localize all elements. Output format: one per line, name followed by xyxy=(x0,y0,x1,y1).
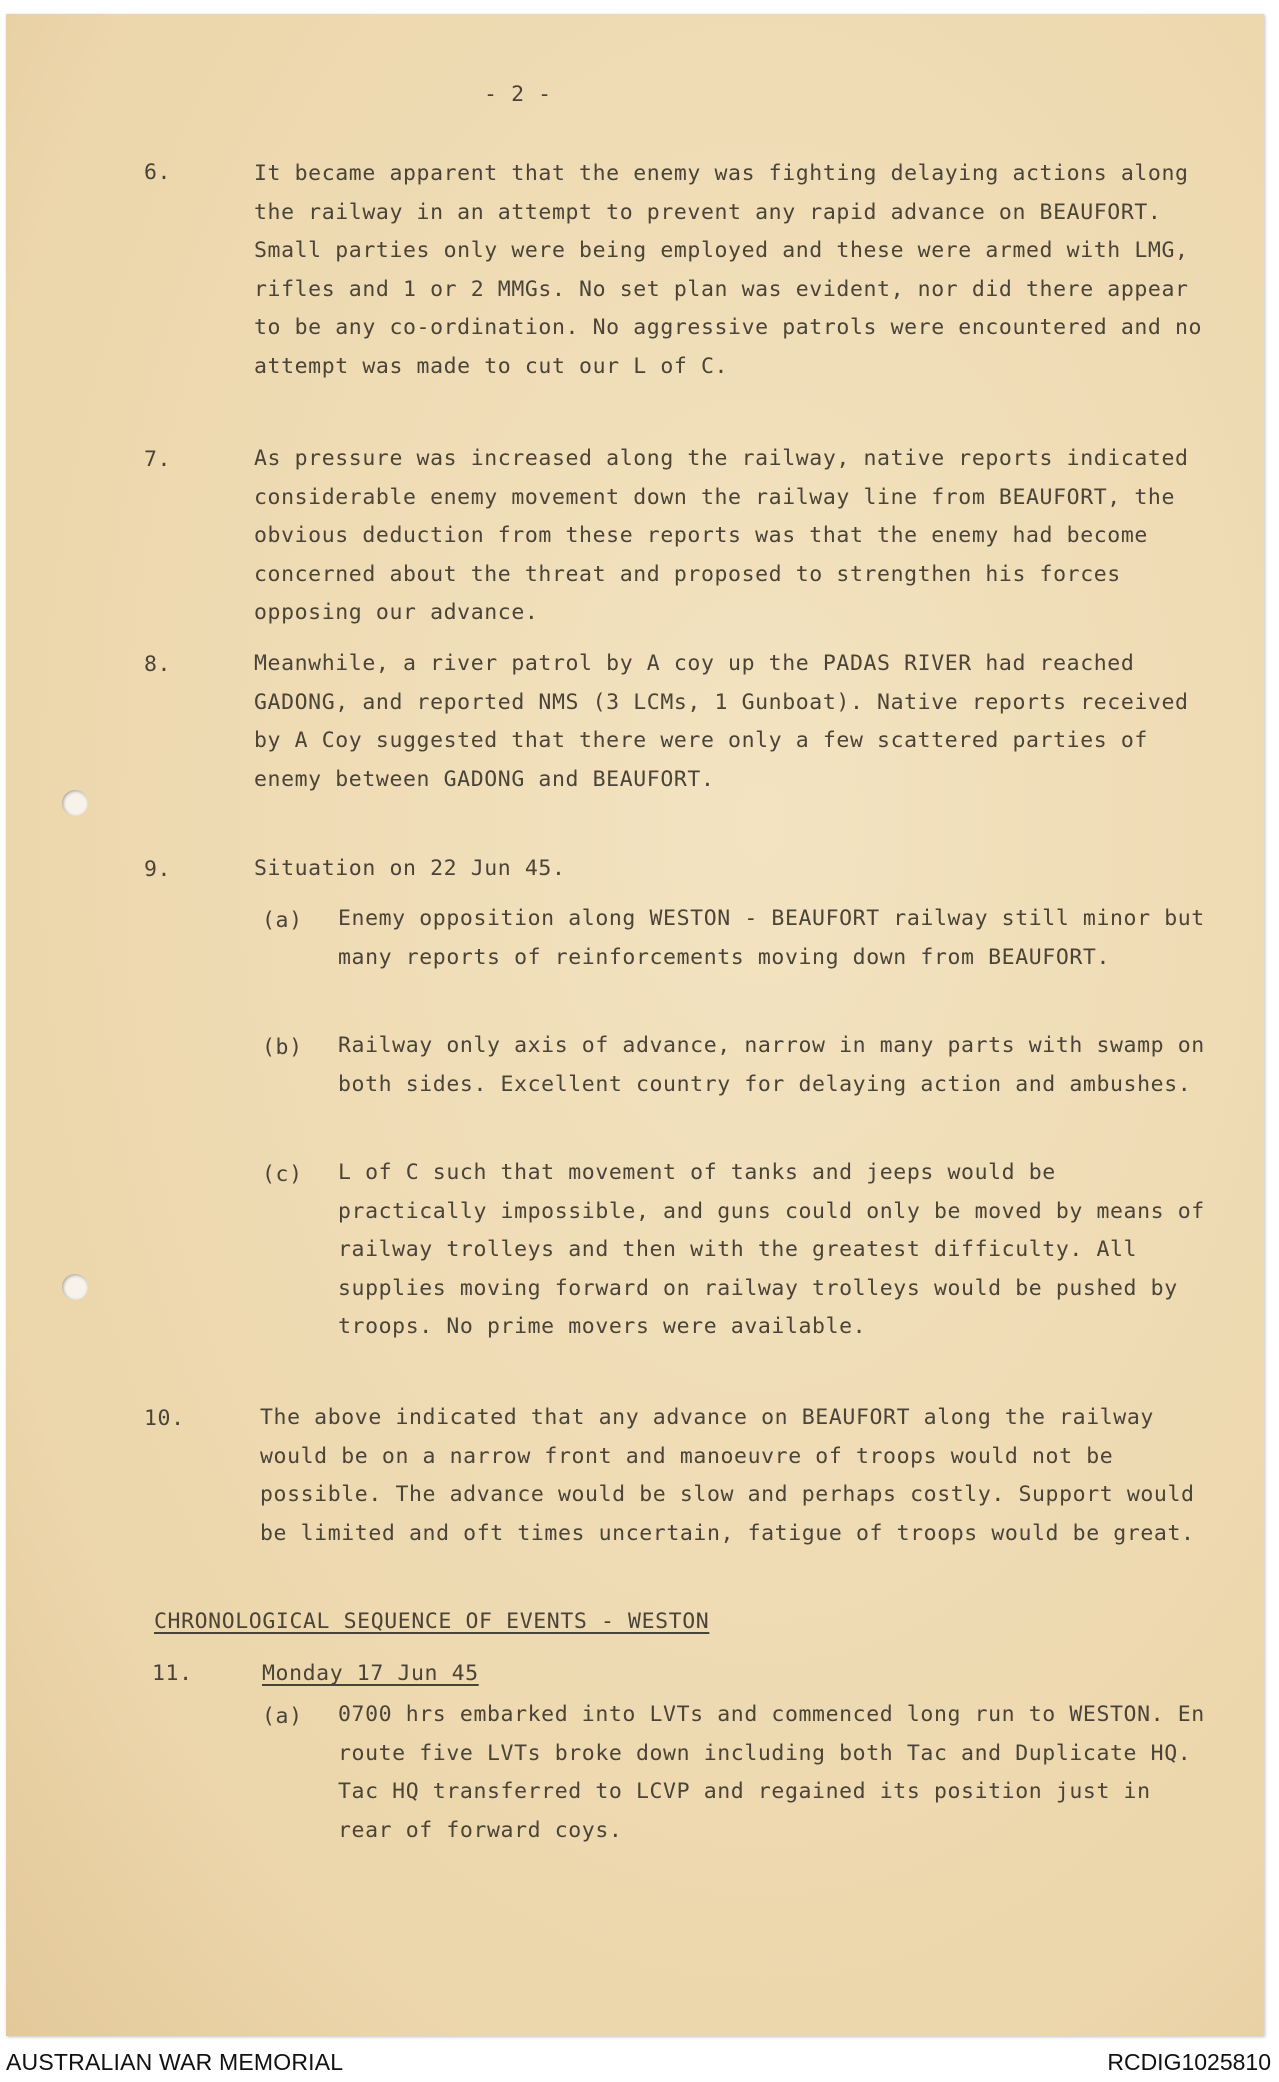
page-number: - 2 - xyxy=(484,82,552,107)
item-text: Enemy opposition along WESTON - BEAUFORT railway still minor but many reports of reinforcements moving down from BEAUFORT. xyxy=(338,906,1205,970)
item-label: (c) xyxy=(262,1162,303,1187)
paragraph-text: Situation on 22 Jun 45. xyxy=(254,856,566,881)
paragraph-number: 11. xyxy=(152,1661,193,1686)
paragraph-number: 6. xyxy=(144,160,172,185)
item-text: 0700 hrs embarked into LVTs and commenced long run to WESTON. En route five LVTs broke down including both Tac and Duplicate HQ. Tac HQ transferred to LCVP and regained its position just in rear of forward coys. xyxy=(338,1702,1205,1843)
item-label: (a) xyxy=(262,1704,303,1729)
paragraph-text: As pressure was increased along the railway, native reports indicated considerable enemy movement down the railway line from BEAUFORT, the obvious deduction from these reports was that the enemy had become concerned about the threat and proposed to strengthen his forces opposing our advance. xyxy=(254,446,1189,626)
archive-reference: RCDIG1025810 xyxy=(1107,2049,1271,2075)
paragraph-text: The above indicated that any advance on BEAUFORT along the railway would be on a narrow front and manoeuvre of troops would not be possible. The advance would be slow and perhaps costly. Support would be limited and oft times uncertain, fatigue of troops would be great. xyxy=(260,1405,1195,1546)
item-text: L of C such that movement of tanks and jeeps would be practically impossible, and guns could only be moved by means of railway trolleys and then with the greatest difficulty. All supplies moving forward on railway trolleys would be pushed by troops. No prime movers were available. xyxy=(338,1160,1205,1340)
item-label: (a) xyxy=(262,908,303,933)
item-text: Railway only axis of advance, narrow in many parts with swamp on both sides. Excellent country for delaying action and ambushes. xyxy=(338,1033,1205,1097)
paragraph-number: 10. xyxy=(144,1406,185,1431)
archive-credit: AUSTRALIAN WAR MEMORIAL xyxy=(6,2049,344,2075)
section-heading: CHRONOLOGICAL SEQUENCE OF EVENTS - WESTON xyxy=(154,1609,710,1634)
item-label: (b) xyxy=(262,1035,303,1060)
paragraph-text: Meanwhile, a river patrol by A coy up the PADAS RIVER had reached GADONG, and reported NMS (3 LCMs, 1 Gunboat). Native reports received by A Coy suggested that there were only a few scattered parties of enemy between GADONG and BEAUFORT. xyxy=(254,651,1189,792)
date-subheading: Monday 17 Jun 45 xyxy=(262,1661,479,1686)
punch-hole xyxy=(62,790,88,816)
paragraph-text: It became apparent that the enemy was fighting delaying actions along the railway in an attempt to prevent any rapid advance on BEAUFORT. Small parties only were being employed and these were armed with LMG, rifles and 1 or 2 MMGs. No set plan was evident, nor did there appear to be any co-ordination. No aggressive patrols were encountered and no attempt was made to cut our L of C. xyxy=(254,161,1203,379)
paragraph-number: 7. xyxy=(144,447,172,472)
paragraph-number: 9. xyxy=(144,857,172,882)
paragraph-number: 8. xyxy=(144,652,172,677)
punch-hole xyxy=(62,1274,88,1300)
